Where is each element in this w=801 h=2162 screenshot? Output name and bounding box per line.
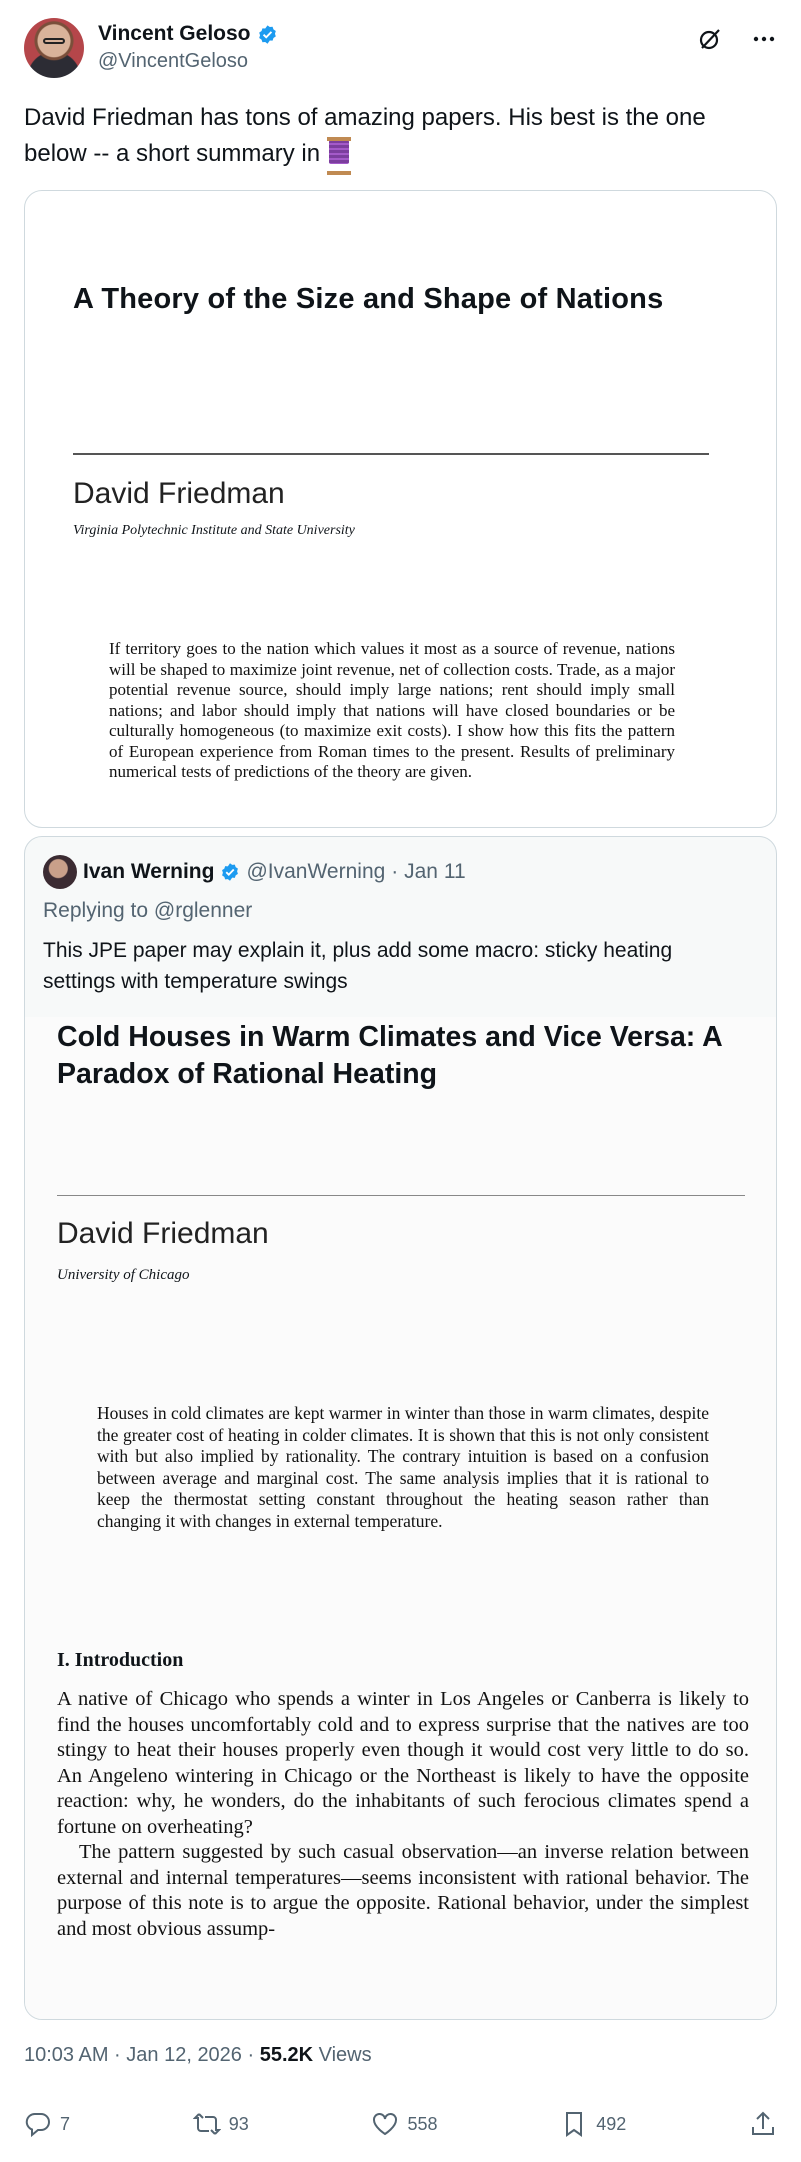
author-avatar[interactable]	[24, 18, 84, 78]
header-actions	[697, 26, 777, 52]
paper2-author: David Friedman	[57, 1217, 269, 1250]
quoted-author-avatar	[43, 855, 77, 889]
reply-count: 7	[60, 2113, 71, 2134]
quoted-image-paper2	[25, 1017, 777, 2020]
paper2-paragraph: The pattern suggested by such casual observation—an inverse relation between external and internal temperatures—seems inconsistent with rational behavior. The purpose of this note is to argue the opposite. Rational behavior, under the simplest and most obvious assump-	[57, 1841, 749, 1940]
paper2-body	[57, 1687, 749, 1942]
tweet-meta	[24, 2044, 372, 2067]
quoted-verified-badge-icon	[220, 862, 240, 882]
quoted-tweet[interactable]	[24, 836, 777, 2020]
bookmark-icon	[560, 2110, 588, 2138]
paper1-abstract: If territory goes to the nation which values it most as a source of revenue, nations will be shaped to maximize joint revenue, net of collection costs. Trade, as a major potential revenue source, should imply large nations; rent should imply small nations; and labor should imply that nations will have closed boundaries or be culturally homogeneous (to maximize exit costs). I show how this fits the pattern of European experience from Roman times to the present. Results of preliminary numerical tests of predictions of the theory are given.	[109, 639, 675, 781]
quoted-author-handle: @IvanWerning	[246, 860, 386, 883]
grok-icon[interactable]	[697, 26, 723, 52]
thread-spool-icon	[327, 137, 351, 167]
tweet-header	[24, 18, 777, 82]
paper1-author: David Friedman	[73, 477, 285, 510]
quoted-tweet-date: · Jan 11	[391, 860, 466, 883]
author-handle[interactable]: @VincentGeloso	[98, 50, 249, 72]
bookmark-count: 492	[596, 2113, 627, 2134]
replying-to: Replying to @rglenner	[43, 899, 253, 922]
paper2-title: Cold Houses in Warm Climates and Vice Versa: A Paradox of Rational Heating	[57, 1021, 722, 1090]
repost-button[interactable]	[193, 2110, 249, 2138]
reply-icon	[24, 2110, 52, 2138]
tweet-timestamp[interactable]: 10:03 AM · Jan 12, 2026 ·	[24, 2044, 260, 2066]
paper1-title: A Theory of the Size and Shape of Nations	[73, 283, 664, 315]
quoted-tweet-header	[43, 855, 466, 889]
like-button[interactable]	[371, 2110, 437, 2138]
paper2-affiliation: University of Chicago	[57, 1267, 190, 1283]
share-icon	[749, 2110, 777, 2138]
tweet-text	[24, 100, 764, 172]
author-name-row[interactable]	[98, 22, 278, 46]
paper1-affiliation: Virginia Polytechnic Institute and State University	[73, 523, 355, 538]
more-options-icon[interactable]	[751, 26, 777, 52]
author-names	[98, 22, 278, 73]
quoted-author-name: Ivan Werning	[83, 860, 215, 883]
share-button[interactable]	[749, 2110, 777, 2138]
paper2-paragraph: A native of Chicago who spends a winter in Los Angeles or Canberra is likely to find the houses uncomfortably cold and to express surprise that the natives are too stingy to heat their houses properly even though it would cost very little to do so. An Angeleno wintering in Chicago or the Northeast is likely to have the opposite reaction: why, he wonders, do the inhabitants of such ferocious climates spend a fortune on overheating?	[57, 1688, 749, 1838]
like-count: 558	[407, 2113, 438, 2134]
attached-image-paper1[interactable]	[24, 190, 777, 828]
action-bar	[24, 2110, 777, 2138]
author-name[interactable]: Vincent Geloso	[98, 22, 251, 45]
paper1-divider	[73, 453, 709, 455]
repost-count: 93	[228, 2113, 249, 2134]
quoted-tweet-text: This JPE paper may explain it, plus add some macro: sticky heating settings with temperature swings	[43, 939, 673, 993]
views-count: 55.2K	[259, 2044, 314, 2066]
verified-badge-icon	[257, 24, 278, 45]
heart-icon	[371, 2110, 399, 2138]
reply-button[interactable]	[24, 2110, 70, 2138]
tweet-body: David Friedman has tons of amazing papers. His best is the one below -- a short summary in	[24, 104, 706, 167]
paper2-divider	[57, 1195, 745, 1196]
views-label: Views	[313, 2044, 372, 2066]
bookmark-button[interactable]	[560, 2110, 626, 2138]
repost-icon	[193, 2110, 221, 2138]
paper2-section-heading: I. Introduction	[57, 1649, 184, 1671]
paper2-abstract: Houses in cold climates are kept warmer in winter than those in warm climates, despite the greater cost of heating in colder climates. It is shown that this is not only consistent with but also implied by rationality. The contrary intuition is based on a confusion between average and marginal cost. The same analysis implies that it is rational to keep the thermostat setting constant throughout the heating season rather than changing it with changes in external temperature.	[97, 1403, 709, 1531]
